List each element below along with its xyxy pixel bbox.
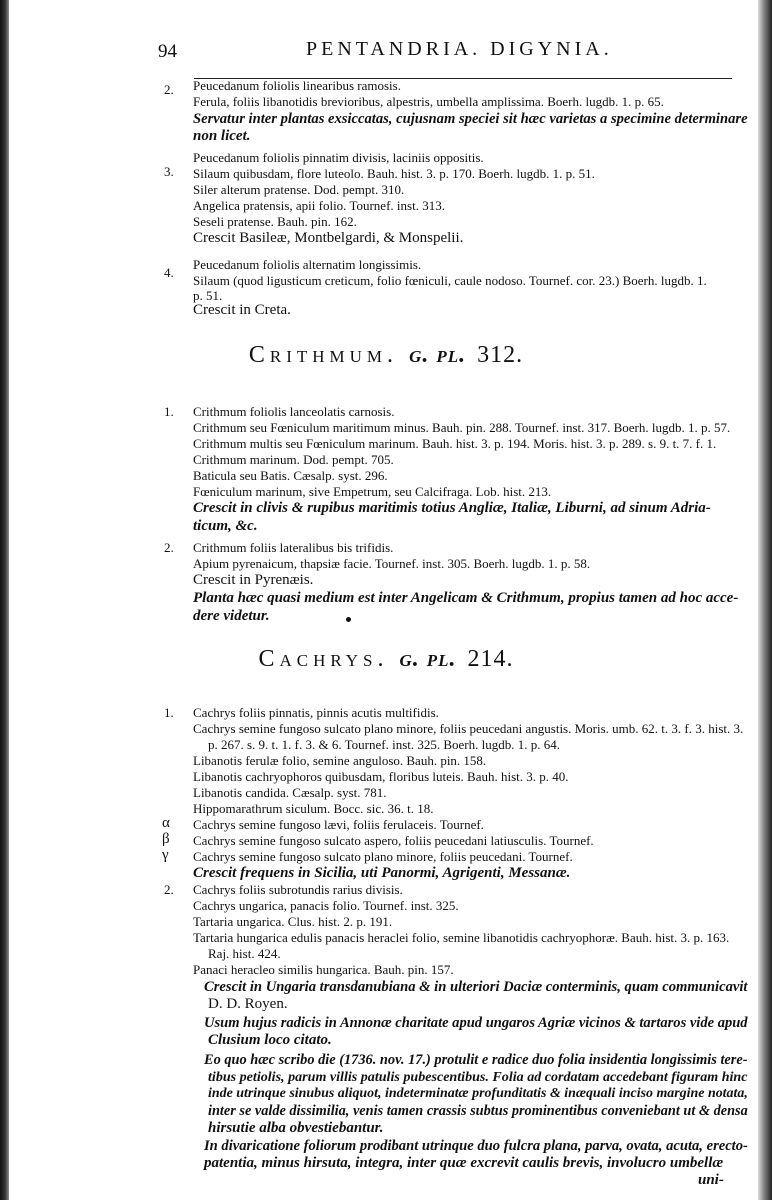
synonym-line: Crithmum multis seu Fœniculum marinum. Bauh. hist. 3. p. 194. Moris. hist. 3. p. 289. s. 9. t. 7. f. 1. (193, 436, 717, 451)
variety-mark: β (162, 831, 170, 847)
note-line: non licet. (193, 128, 251, 144)
synonym-line: Silaum (quod ligusticum creticum, folio fœniculi, caule nodoso. Tournef. cor. 23.) Boerh. lugdb. 1. (193, 273, 707, 288)
habitat-line: Crescit in Ungaria transdanubiana & in ulteriori Daciæ conterminis, quam communicavit (204, 979, 748, 995)
habitat-line: Crescit frequens in Sicilia, uti Panormi, Agrigenti, Messanæ. (193, 865, 571, 881)
scan-edge-right (758, 0, 772, 1200)
note-line: dere videtur. (193, 608, 270, 624)
synonym-line: Tartaria ungarica. Clus. hist. 2. p. 191. (193, 914, 393, 929)
page-number: 94 (158, 41, 177, 62)
note-line: hirsutie alba obvestiebantur. (208, 1120, 384, 1136)
note-line: Servatur inter plantas exsiccatas, cujusnam speciei sit hæc varietas a specimine determinare (193, 111, 748, 127)
synonym-line: Ferula, foliis libanotidis brevioribus, alpestris, umbella amplissima. Boerh. lugdb. 1. p. 65. (193, 94, 664, 109)
species-number: 3. (164, 164, 174, 179)
variety-mark: α (162, 815, 170, 831)
note-line: In divaricatione foliorum prodibant utrinque duo fulcra plana, parva, ovata, acuta, erecto- (204, 1138, 748, 1154)
synonym-line: Tartaria hungarica edulis panacis heraclei folio, semine libanotidis cachryophoræ. Bauh. hist. 3. p. 163. (193, 930, 730, 945)
species-diagnosis: Peucedanum foliolis pinnatim divisis, laciniis oppositis. (193, 150, 484, 165)
synonym-line: Libanotis candida. Cæsalp. syst. 781. (193, 785, 387, 800)
running-head: PENTANDRIA. DIGYNIA. (306, 38, 613, 60)
synonym-line: p. 51. (193, 288, 223, 303)
genus-ref: g. pl. (409, 342, 467, 368)
genus-ref: g. pl. (399, 646, 457, 672)
species-diagnosis: Cachrys foliis pinnatis, pinnis acutis multifidis. (193, 705, 439, 720)
habitat-line: Crescit in Pyrenæis. (193, 572, 314, 588)
catchword: uni- (698, 1172, 724, 1188)
book-page (18, 0, 754, 1200)
note-line: Usum hujus radicis in Annonæ charitate apud ungaros Agriæ vicinos & tartaros vide apud (204, 1015, 748, 1031)
synonym-line: Crithmum seu Fœniculum maritimum minus. Bauh. pin. 288. Tournef. inst. 317. Boerh. lugdb. 1. p. 57. (193, 420, 731, 435)
synonym-line: Fœniculum marinum, sive Empetrum, seu Calcifraga. Lob. hist. 213. (193, 484, 552, 499)
habitat-line: Crescit in Creta. (193, 302, 291, 318)
synonym-line: Apium pyrenaicum, thapsiæ facie. Tournef. inst. 305. Boerh. lugdb. 1. p. 58. (193, 556, 591, 571)
species-diagnosis: Cachrys foliis subrotundis rarius divisis. (193, 882, 403, 897)
genus-name: Crithmum. (248, 342, 399, 368)
genus-heading-cachrys (18, 646, 754, 673)
variety-line: Cachrys semine fungoso sulcato aspero, foliis peucedani latiusculis. Tournef. (193, 833, 594, 848)
synonym-line: Seseli pratense. Bauh. pin. 162. (193, 214, 357, 229)
synonym-line: Angelica pratensis, apii folio. Tournef. inst. 313. (193, 198, 445, 213)
species-diagnosis: Peucedanum foliolis alternatim longissimis. (193, 257, 422, 272)
species-number: 2. (164, 882, 174, 897)
synonym-line: Hippomarathrum siculum. Bocc. sic. 36. t. 18. (193, 801, 434, 816)
species-diagnosis: Crithmum foliis lateralibus bis trifidis. (193, 540, 394, 555)
genus-heading-crithmum (18, 342, 754, 369)
habitat-line: Crescit in clivis & rupibus maritimis totius Angliæ, Italiæ, Liburni, ad sinum Adria- (193, 500, 711, 516)
note-line: Planta hæc quasi medium est inter Angelicam & Crithmum, propius tamen ad hoc acce- (193, 590, 739, 606)
synonym-line: Silaum quibusdam, flore luteolo. Bauh. hist. 3. p. 170. Boerh. lugdb. 1. p. 51. (193, 166, 595, 181)
genus-number: 214. (467, 646, 514, 672)
print-dot (346, 617, 351, 622)
synonym-line: Cachrys ungarica, panacis folio. Tournef. inst. 325. (193, 898, 459, 913)
variety-line: Cachrys semine fungoso sulcato plano minore, foliis peucedani. Tournef. (193, 849, 573, 864)
note-line: Clusium loco citato. (208, 1032, 332, 1048)
genus-name: Cachrys. (258, 646, 389, 672)
synonym-line: p. 267. s. 9. t. 1. f. 3. & 6. Tournef. inst. 325. Boerh. lugdb. 1. p. 64. (208, 737, 561, 752)
note-line: tibus petiolis, parum villis patulis pubescentibus. Folia ad cordatam accedebant figuram hinc (208, 1069, 748, 1085)
species-number: 1. (164, 705, 174, 720)
variety-mark: γ (162, 847, 169, 863)
synonym-line: Libanotis cachryophoros quibusdam, floribus luteis. Bauh. hist. 3. p. 40. (193, 769, 569, 784)
synonym-line: Cachrys semine fungoso sulcato plano minore, foliis peucedani angustis. Moris. umb. 62. t. 3. f. 3. hist. 3. (193, 721, 744, 736)
page-header (18, 24, 754, 60)
synonym-line: Siler alterum pratense. Dod. pempt. 310. (193, 182, 405, 197)
synonym-line: Libanotis ferulæ folio, semine anguloso. Bauh. pin. 158. (193, 753, 487, 768)
synonym-line: Raj. hist. 424. (208, 946, 281, 961)
habitat-line: Crescit Basileæ, Montbelgardi, & Monspelii. (193, 230, 464, 246)
species-diagnosis: Peucedanum foliolis linearibus ramosis. (193, 78, 401, 93)
habitat-line: ticum, &c. (193, 518, 258, 534)
synonym-line: Panaci heracleo similis hungarica. Bauh. pin. 157. (193, 962, 454, 977)
note-line: inde utrinque sinubus aliquot, indeterminatæ profunditatis & inæquali inciso margine notata, (208, 1086, 748, 1101)
synonym-line: Crithmum marinum. Dod. pempt. 705. (193, 452, 394, 467)
variety-line: Cachrys semine fungoso lævi, foliis ferulaceis. Tournef. (193, 817, 484, 832)
note-line: Eo quo hæc scribo die (1736. nov. 17.) protulit e radice duo folia insidentia longissimis tere- (204, 1052, 748, 1068)
genus-number: 312. (477, 342, 524, 368)
note-line: inter se valde dissimilia, venis tamen crassis subtus prominentibus conveniebant ut & densa (208, 1103, 748, 1119)
synonym-line: Baticula seu Batis. Cæsalp. syst. 296. (193, 468, 388, 483)
scan-edge-left (0, 0, 9, 1200)
species-number: 2. (164, 82, 174, 97)
species-number: 1. (164, 404, 174, 419)
note-line: patentia, minus hirsuta, integra, inter quæ excrevit caulis brevis, involucro umbellæ (204, 1155, 724, 1171)
species-diagnosis: Crithmum foliolis lanceolatis carnosis. (193, 404, 395, 419)
species-number: 2. (164, 540, 174, 555)
species-number: 4. (164, 265, 174, 280)
habitat-line: D. D. Royen. (208, 996, 288, 1012)
